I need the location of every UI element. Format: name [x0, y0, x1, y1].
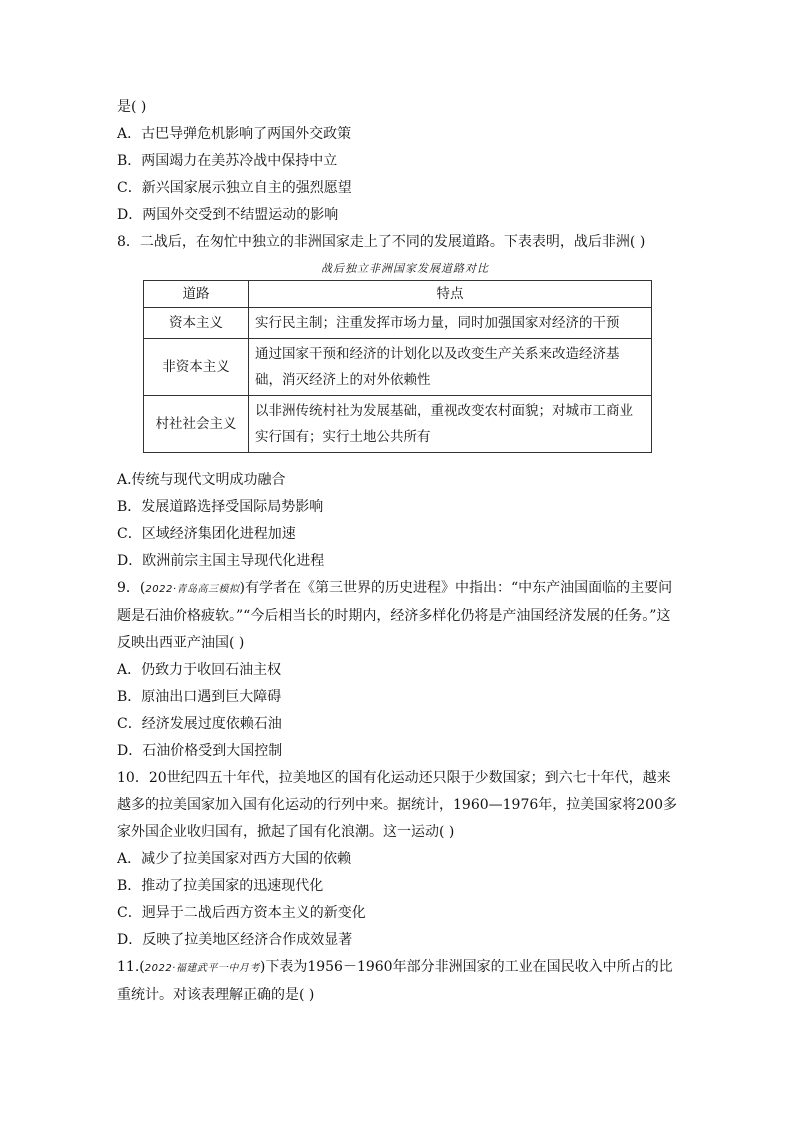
q11-number: 11.( [117, 959, 145, 975]
table-row [144, 339, 652, 396]
q8-table-caption: 战后独立非洲国家发展道路对比 [321, 262, 489, 275]
question-content [117, 94, 683, 1009]
q11-source: 2022·福建武平一中月考 [144, 963, 260, 974]
q9-option-d: D．石油价格受到大国控制 [117, 743, 283, 759]
q8-option-d: D．欧洲前宗主国主导现代化进程 [117, 553, 325, 569]
q9-option-c: C．经济发展过度依赖石油 [117, 716, 282, 732]
q9-source: 2022·青岛高三模拟 [145, 584, 240, 595]
q8-option-b: B．发展道路选择受国际局势影响 [117, 499, 324, 515]
q10-option-a: A．减少了拉美国家对西方大国的依赖 [117, 851, 352, 867]
q10-option-d: D．反映了拉美地区经济合作成效显著 [117, 932, 353, 948]
q10-option-c: C．迥异于二战后西方资本主义的新变化 [117, 905, 366, 921]
q10-stem: 10．20世纪四五十年代，拉美地区的国有化运动还只限于少数国家；到六七十年代，越来越多的拉美国家加入国有化运动的行列中来。据统计，1960—1976年，拉美国家将200多家外国企业收归国有，掀起了国有化浪潮。这一运动( ) [117, 770, 677, 840]
q9-option-b: B．原油出口遇到巨大障碍 [117, 689, 282, 705]
q11-stem [117, 954, 683, 1009]
q9-stem [117, 575, 683, 657]
q7-option-a: A．古巴导弹危机影响了两国外交政策 [117, 126, 352, 142]
table-header-feature: 特点 [249, 281, 652, 308]
table-cell-feature: 以非洲传统村社为发展基础，重视改变农村面貌；对城市工商业实行国有；实行土地公共所有 [249, 396, 652, 453]
q11-text: )下表为1956－1960年部分非洲国家的工业在国民收入中所占的比重统计。对该表理解正确的是( ) [117, 959, 673, 1003]
table-cell-road: 资本主义 [144, 308, 249, 339]
q10-option-b: B．推动了拉美国家的迅速现代化 [117, 878, 324, 894]
q8-stem: 8．二战后，在匆忙中独立的非洲国家走上了不同的发展道路。下表表明，战后非洲( ) [117, 234, 646, 250]
table-cell-feature: 通过国家干预和经济的计划化以及改变生产关系来改造经济基础，消灭经济上的对外依赖性 [249, 339, 652, 396]
q8-comparison-table [143, 280, 652, 453]
q7-option-d: D．两国外交受到不结盟运动的影响 [117, 207, 339, 223]
q8-option-a: A.传统与现代文明成功融合 [117, 472, 286, 488]
table-row [144, 308, 652, 339]
q7-option-c: C．新兴国家展示独立自主的强烈愿望 [117, 180, 352, 196]
table-header-row [144, 281, 652, 308]
q7-option-b: B．两国竭力在美苏冷战中保持中立 [117, 153, 338, 169]
q7-stem-tail: 是( ) [117, 99, 147, 115]
table-cell-feature: 实行民主制；注重发挥市场力量，同时加强国家对经济的干预 [249, 308, 652, 339]
q9-option-a: A．仍致力于收回石油主权 [117, 662, 282, 678]
q9-text: )有学者在《第三世界的历史进程》中指出：“中东产油国面临的主要问题是石油价格疲软。”“今后相当长的时期内，经济多样化仍将是产油国经济发展的任务。”这反映出西亚产油国( ) [117, 580, 673, 651]
q9-number: 9．( [117, 580, 146, 596]
table-cell-road: 非资本主义 [144, 339, 249, 396]
q8-option-c: C．区域经济集团化进程加速 [117, 526, 296, 542]
table-cell-road: 村社社会主义 [144, 396, 249, 453]
table-header-road: 道路 [144, 281, 249, 308]
table-row [144, 396, 652, 453]
